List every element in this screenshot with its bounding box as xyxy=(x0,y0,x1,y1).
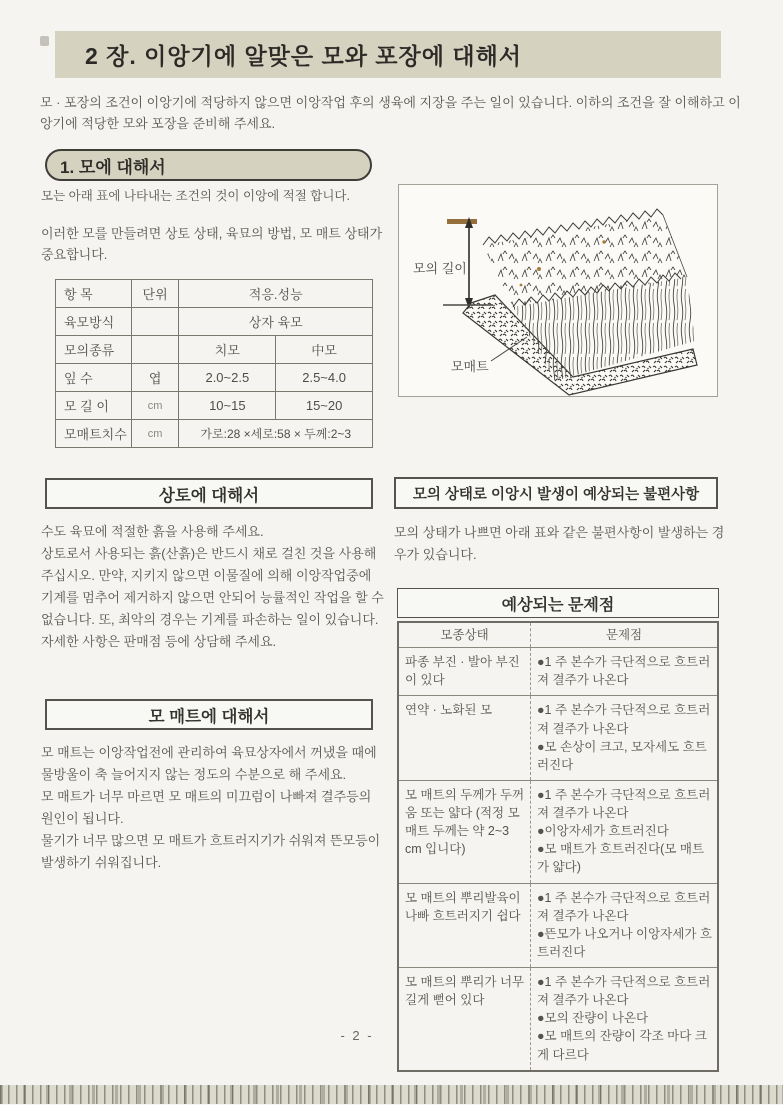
state-cell: 모 매트의 두께가 두꺼움 또는 얇다 (적정 모 매트 두께는 약 2~3 cm 입니다) xyxy=(398,780,531,883)
intro-text: 모 · 포장의 조건이 이앙기에 적당하지 않으면 이앙작업 후의 생육에 지장을 주는 일이 있습니다. 이하의 조건을 잘 이해하고 이앙기에 적당한 모와 포장을 준비해 주세요. xyxy=(40,95,741,132)
table-row xyxy=(398,696,718,781)
table-row xyxy=(56,308,373,336)
soil-section-heading-label: 상토에 대해서 xyxy=(158,486,260,505)
issues-section-heading-label: 모의 상태로 이앙시 발생이 예상되는 불편사항 xyxy=(412,486,700,503)
problems-cell xyxy=(531,968,719,1071)
spec-cell: 中모 xyxy=(276,336,373,364)
table-row xyxy=(56,336,373,364)
problems-cell xyxy=(531,648,719,696)
seedling-mat-drawing xyxy=(399,185,717,396)
table-row xyxy=(56,280,373,308)
spec-cell: 15~20 xyxy=(276,392,373,420)
problems-table-title xyxy=(397,588,719,618)
spec-cell: 상자 육모 xyxy=(179,308,373,336)
spec-cell: 모매트치수 xyxy=(56,420,132,448)
table-row xyxy=(56,420,373,448)
spec-cell: 엽 xyxy=(131,364,179,392)
table-row xyxy=(56,364,373,392)
problem-item: ●1 주 본수가 극단적으로 흐트러져 결주가 나온다 xyxy=(537,975,711,1008)
problem-item: ●1 주 본수가 극단적으로 흐트러져 결주가 나온다 xyxy=(537,787,711,820)
spec-cell: 모 길 이 xyxy=(56,392,132,420)
table-row xyxy=(398,648,718,696)
state-cell: 연약 · 노화된 모 xyxy=(398,696,531,781)
mat-paragraph: 물기가 너무 많으면 모 매트가 흐트러지기가 쉬워져 뜬모등이 발생하기 쉬워집니다. xyxy=(41,833,381,871)
spec-cell: 육모방식 xyxy=(56,308,132,336)
section-1-heading xyxy=(45,149,372,181)
problems-cell xyxy=(531,780,719,883)
problems-col-state: 모종상태 xyxy=(398,622,531,648)
state-cell: 모 매트의 뿌리발육이 나빠 흐트러지기 쉽다 xyxy=(398,883,531,968)
scan-artifact-band xyxy=(0,1085,783,1104)
state-cell: 모 매트의 뿌리가 너무 길게 뻗어 있다 xyxy=(398,968,531,1071)
problem-item: ●모 매트의 잔량이 각조 마다 크게 다르다 xyxy=(537,1029,707,1062)
section-1-para-1: 모는 아래 표에 나타내는 조건의 것이 이앙에 적절 합니다. xyxy=(41,189,350,203)
mat-section-heading xyxy=(45,699,373,730)
state-cell: 파종 부진 · 발아 부진이 있다 xyxy=(398,648,531,696)
section-1-heading-label: 1. 모에 대해서 xyxy=(60,157,166,177)
seedling-top-marker xyxy=(447,219,477,224)
spec-cell: 잎 수 xyxy=(56,364,132,392)
mat-paragraph: 모 매트가 너무 마르면 모 매트의 미끄럼이 나빠져 결주등의 원인이 됩니다. xyxy=(41,789,372,827)
problems-table xyxy=(397,621,719,1072)
problem-item: ●모 매트가 흐트러진다(모 매트가 얇다) xyxy=(537,842,705,875)
spec-cell: 모의종류 xyxy=(56,336,132,364)
seedling-mat-label: 모매트 xyxy=(451,359,489,374)
spec-cell: cm xyxy=(131,420,179,448)
chapter-title-bar xyxy=(55,31,721,78)
soil-paragraph: 상토로서 사용되는 흙(산흙)은 반드시 채로 걸친 것을 사용해 주십시오. 만약, 지키지 않으면 이물질에 의해 이앙작업중에 기계를 멈추어 제거하지 않으면 안되어 능률적인 작업을 할 수 없습니다. 또, 최악의 경우는 기계를 파손하는 일이 있습니다. 자세한 사항은 판매점 등에 상담해 주세요. xyxy=(41,546,384,650)
seedling-spec-table xyxy=(55,279,373,448)
spec-cell: 2.5~4.0 xyxy=(276,364,373,392)
problems-table-title-label: 예상되는 문제점 xyxy=(501,596,615,614)
chapter-title: 2 장. 이앙기에 알맞은 모와 포장에 대해서 xyxy=(85,43,523,69)
seedling-length-label: 모의 길이 xyxy=(413,261,467,276)
seedling-mat-illustration xyxy=(398,184,718,397)
problem-item: ●1 주 본수가 극단적으로 흐트러져 결주가 나온다 xyxy=(537,703,711,736)
mat-section-heading-label: 모 매트에 대해서 xyxy=(148,707,270,726)
spec-cell: cm xyxy=(131,392,179,420)
spec-cell: 2.0~2.5 xyxy=(179,364,276,392)
problems-cell xyxy=(531,696,719,781)
spec-header-unit: 단위 xyxy=(131,280,179,308)
issues-section-heading xyxy=(394,477,718,509)
table-row xyxy=(398,780,718,883)
table-row xyxy=(398,968,718,1071)
problem-item: ●뜬모가 나오거나 이앙자세가 흐트러진다 xyxy=(537,926,712,959)
page-number: - 2 - xyxy=(340,1028,374,1043)
soil-paragraph: 수도 육묘에 적절한 흙을 사용해 주세요. xyxy=(41,524,264,539)
spec-cell xyxy=(131,336,179,364)
spec-header-performance: 적응.성능 xyxy=(179,280,373,308)
problem-item: ●이앙자세가 흐트러진다 xyxy=(537,824,669,839)
problem-item: ●모 손상이 크고, 모자세도 흐트러진다 xyxy=(537,739,707,772)
spec-cell: 10~15 xyxy=(179,392,276,420)
scan-smudge xyxy=(40,36,49,46)
table-header-row xyxy=(398,622,718,648)
table-row xyxy=(56,392,373,420)
soil-section-body xyxy=(41,521,385,654)
problem-item: ●1 주 본수가 극단적으로 흐트러져 결주가 나온다 xyxy=(537,655,711,688)
soil-section-heading xyxy=(45,478,373,509)
table-row xyxy=(398,883,718,968)
mat-paragraph: 모 매트는 이앙작업전에 관리하여 육묘상자에서 꺼냈을 때에 물방울이 축 늘어지지 않는 정도의 수분으로 해 주세요. xyxy=(41,745,377,783)
problem-item: ●모의 잔량이 나온다 xyxy=(537,1011,649,1026)
spec-header-item: 항 목 xyxy=(56,280,132,308)
mat-section-body xyxy=(41,742,385,875)
problem-item: ●1 주 본수가 극단적으로 흐트러져 결주가 나온다 xyxy=(537,890,711,923)
problems-col-problem: 문제점 xyxy=(531,622,719,648)
issues-intro-text: 모의 상태가 나쁘면 아래 표와 같은 불편사항이 발생하는 경우가 있습니다. xyxy=(394,525,725,563)
spec-cell: 가로:28 ×세로:58 × 두께:2~3 xyxy=(179,420,373,448)
spec-cell: 치모 xyxy=(179,336,276,364)
section-1-para-2: 이러한 모를 만들려면 상토 상태, 육묘의 방법, 모 매트 상태가 중요합니다. xyxy=(41,226,383,263)
spec-cell xyxy=(131,308,179,336)
problems-cell xyxy=(531,883,719,968)
